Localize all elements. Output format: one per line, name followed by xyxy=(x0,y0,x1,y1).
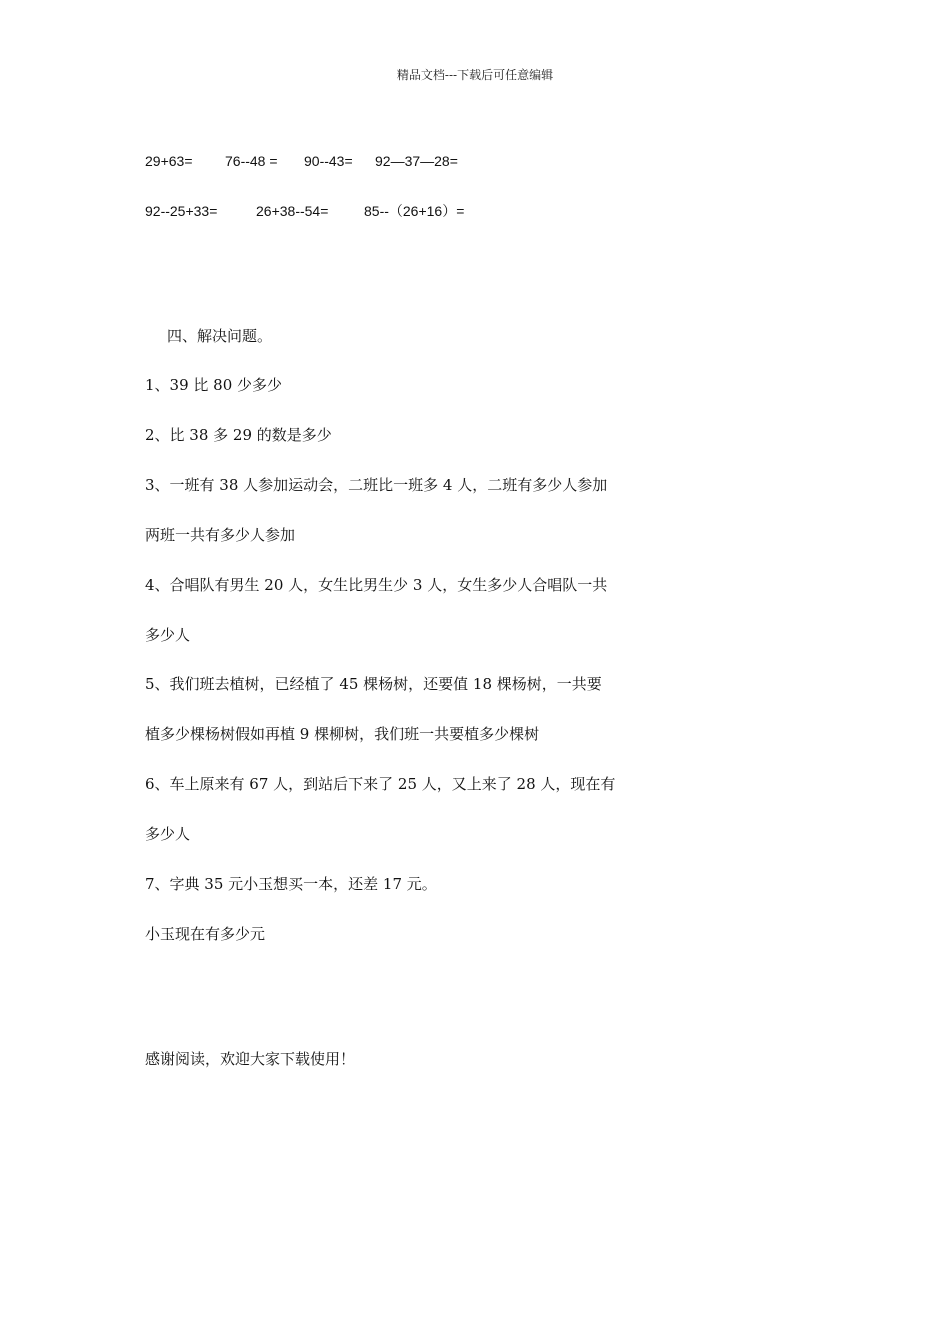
problem-line: 多少人 xyxy=(145,626,191,644)
section-title: 四、解决问题。 xyxy=(167,327,273,345)
problem-line: 植多少棵杨树假如再植 9 棵柳树，我们班一共要植多少棵树 xyxy=(145,725,540,743)
arithmetic-expression: 90--43= xyxy=(304,153,353,169)
arithmetic-expression: 29+63= xyxy=(145,153,193,169)
arithmetic-expression: 76--48 = xyxy=(225,153,278,169)
problem-line: 6、车上原来有 67 人，到站后下来了 25 人，又上来了 28 人，现在有 xyxy=(145,775,616,793)
problem-line: 4、合唱队有男生 20 人，女生比男生少 3 人，女生多少人合唱队一共 xyxy=(145,576,608,594)
closing-message: 感谢阅读，欢迎大家下载使用！ xyxy=(145,1050,356,1068)
arithmetic-expression: 26+38--54= xyxy=(256,203,329,219)
problem-line: 两班一共有多少人参加 xyxy=(145,526,296,544)
page-header: 精品文档---下载后可任意编辑 xyxy=(396,68,554,82)
problem-line: 小玉现在有多少元 xyxy=(145,925,266,943)
problem-line: 2、比 38 多 29 的数是多少 xyxy=(145,426,332,444)
problem-line: 5、我们班去植树，已经植了 45 棵杨树，还要值 18 棵杨树，一共要 xyxy=(145,675,602,693)
arithmetic-expression: 92—37—28= xyxy=(375,153,458,169)
problem-line: 多少人 xyxy=(145,825,191,843)
arithmetic-expression: 92--25+33= xyxy=(145,203,218,219)
problem-line: 1、39 比 80 少多少 xyxy=(145,376,283,394)
problem-line: 7、字典 35 元小玉想买一本，还差 17 元。 xyxy=(145,875,437,893)
problem-line: 3、一班有 38 人参加运动会，二班比一班多 4 人，二班有多少人参加 xyxy=(145,476,608,494)
arithmetic-expression: 85--（26+16）= xyxy=(364,203,465,219)
